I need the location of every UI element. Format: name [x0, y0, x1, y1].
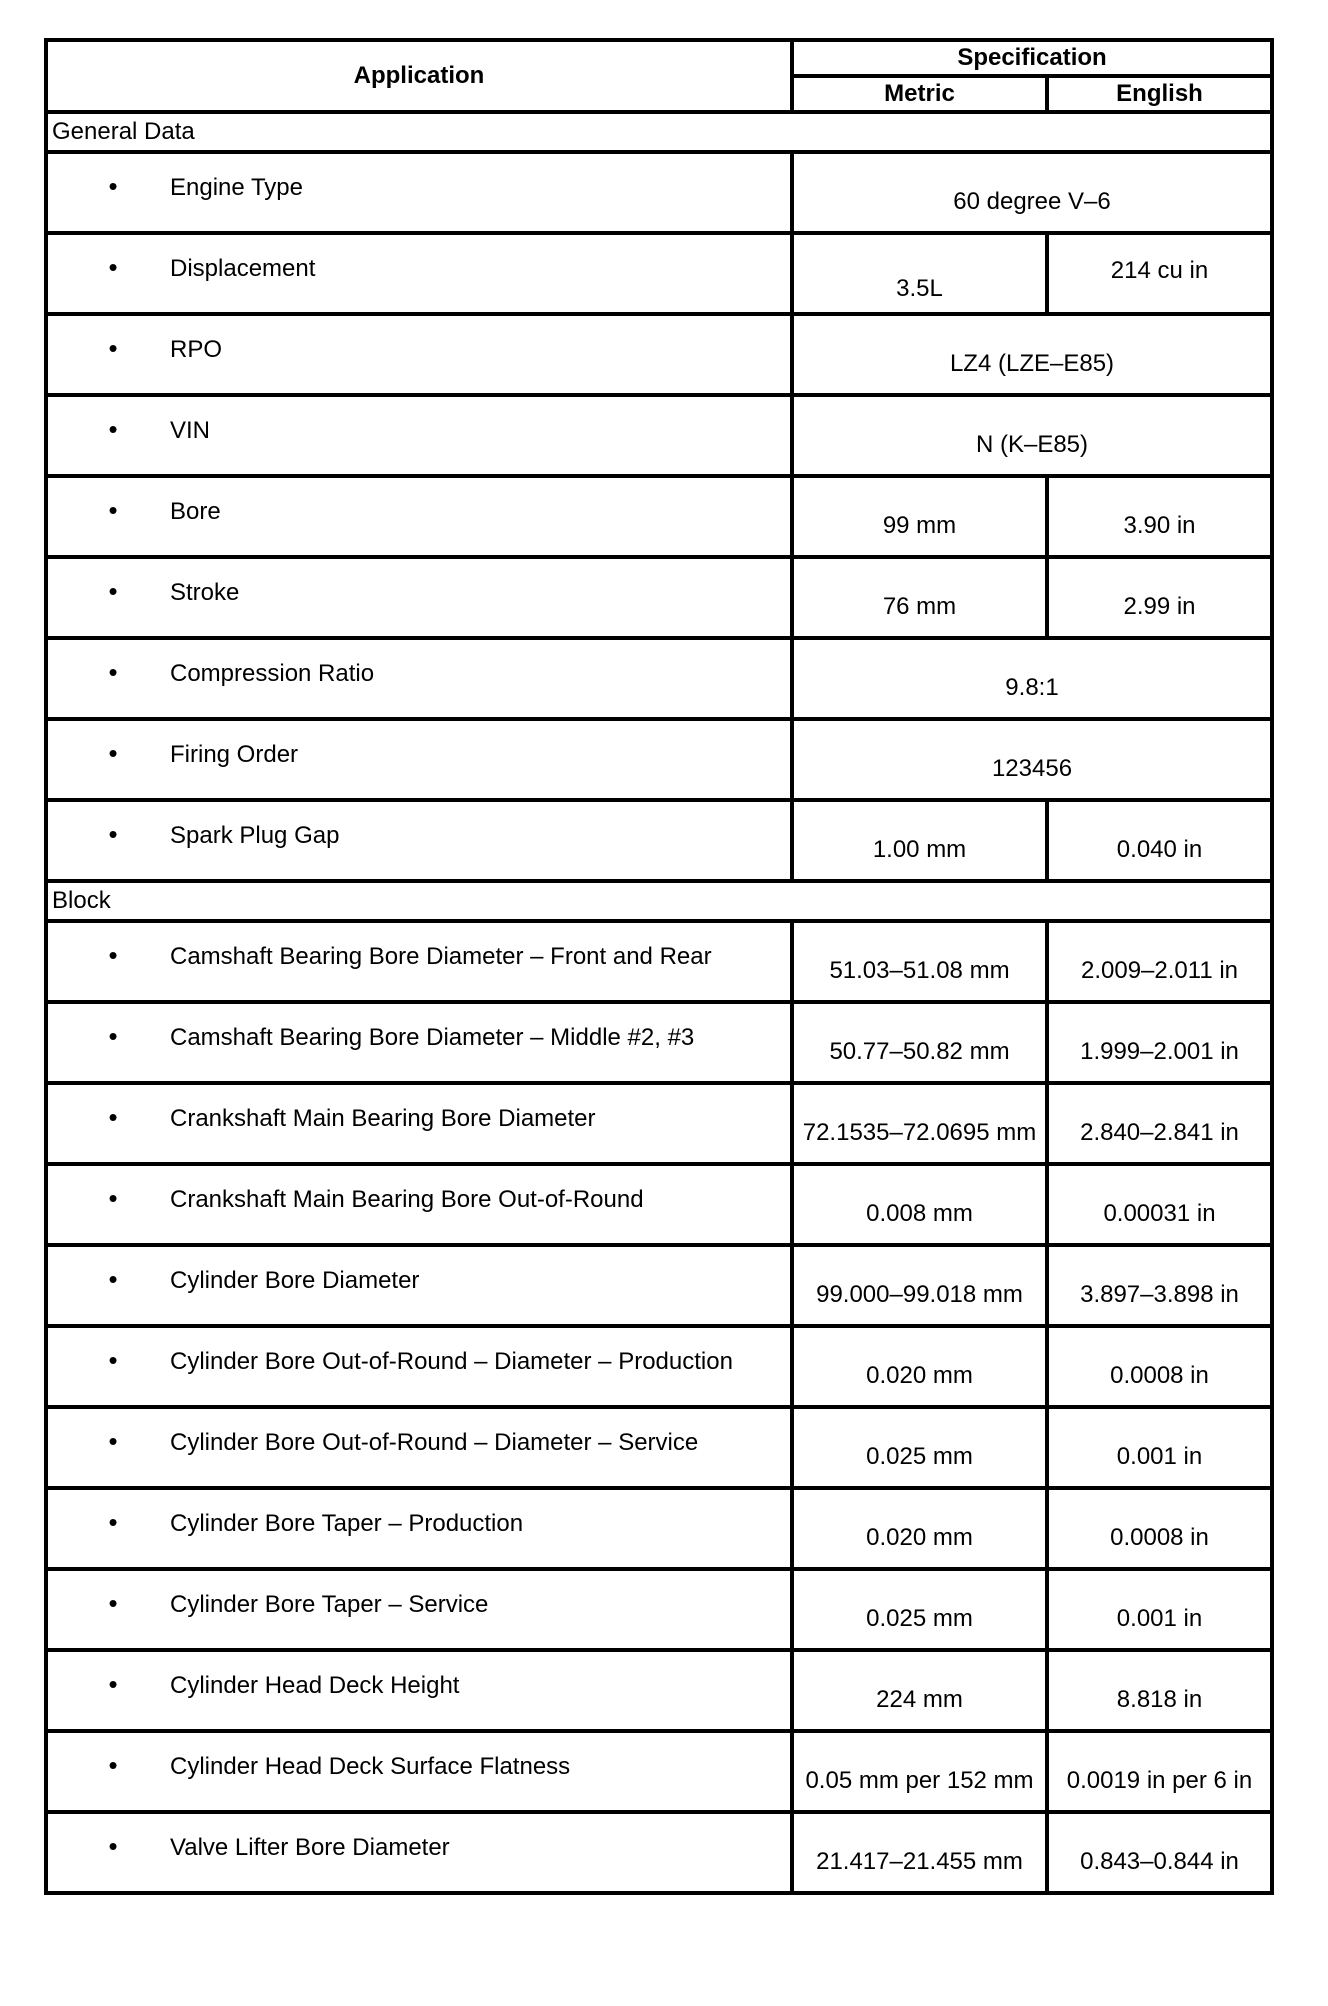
section-title: Block — [46, 881, 1272, 921]
table-row — [46, 314, 1272, 395]
table-row — [46, 1650, 1272, 1731]
table-row — [46, 395, 1272, 476]
table-row — [46, 638, 1272, 719]
application-label: Stroke — [170, 579, 240, 606]
metric-value: 76 mm — [792, 557, 1047, 638]
table-row — [46, 1569, 1272, 1650]
section-row — [46, 881, 1272, 921]
combined-value: LZ4 (LZE–E85) — [792, 314, 1272, 395]
metric-value: 0.05 mm per 152 mm — [792, 1731, 1047, 1812]
metric-value: 0.020 mm — [792, 1326, 1047, 1407]
bullet-icon — [48, 1591, 170, 1619]
application-cell — [46, 1812, 792, 1893]
application-cell — [46, 476, 792, 557]
bullet-icon — [48, 1267, 170, 1295]
table-row — [46, 1245, 1272, 1326]
section-row — [46, 112, 1272, 152]
bullet-icon — [48, 822, 170, 850]
application-label: Compression Ratio — [170, 660, 375, 687]
section-title: General Data — [46, 112, 1272, 152]
bullet-icon — [48, 174, 170, 202]
bullet-icon — [48, 1348, 170, 1376]
metric-value: 3.5L — [792, 233, 1047, 314]
table-row — [46, 1083, 1272, 1164]
application-cell — [46, 921, 792, 1002]
application-label: Cylinder Bore Out-of-Round – Diameter – Service — [170, 1429, 699, 1456]
table-row — [46, 1326, 1272, 1407]
table-row — [46, 152, 1272, 233]
application-cell — [46, 800, 792, 881]
application-cell — [46, 1488, 792, 1569]
application-label: Cylinder Head Deck Surface Flatness — [170, 1753, 571, 1780]
english-value: 2.009–2.011 in — [1047, 921, 1272, 1002]
application-label: Cylinder Bore Taper – Service — [170, 1591, 489, 1618]
application-cell — [46, 395, 792, 476]
english-value: 1.999–2.001 in — [1047, 1002, 1272, 1083]
table-row — [46, 233, 1272, 314]
table-row — [46, 1812, 1272, 1893]
bullet-icon — [48, 660, 170, 688]
bullet-icon — [48, 1672, 170, 1700]
application-label: Cylinder Bore Taper – Production — [170, 1510, 524, 1537]
application-cell — [46, 1731, 792, 1812]
metric-value: 99 mm — [792, 476, 1047, 557]
application-label: Cylinder Bore Out-of-Round – Diameter – Production — [170, 1348, 733, 1375]
application-label: Cylinder Head Deck Height — [170, 1672, 460, 1699]
combined-value: 60 degree V–6 — [792, 152, 1272, 233]
metric-value: 0.008 mm — [792, 1164, 1047, 1245]
application-label: Spark Plug Gap — [170, 822, 340, 849]
english-value: 2.99 in — [1047, 557, 1272, 638]
application-cell — [46, 1002, 792, 1083]
application-label: VIN — [170, 417, 211, 444]
english-value: 214 cu in — [1047, 233, 1272, 314]
metric-value: 0.025 mm — [792, 1407, 1047, 1488]
english-value: 0.001 in — [1047, 1569, 1272, 1650]
metric-value: 99.000–99.018 mm — [792, 1245, 1047, 1326]
application-label: Displacement — [170, 255, 316, 282]
english-value: 0.0019 in per 6 in — [1047, 1731, 1272, 1812]
specification-header: Specification — [792, 40, 1272, 76]
table-row — [46, 1488, 1272, 1569]
bullet-icon — [48, 1186, 170, 1214]
table-row — [46, 476, 1272, 557]
application-cell — [46, 1650, 792, 1731]
table-row — [46, 800, 1272, 881]
application-cell — [46, 1083, 792, 1164]
application-cell — [46, 719, 792, 800]
bullet-icon — [48, 1753, 170, 1781]
english-value: 0.843–0.844 in — [1047, 1812, 1272, 1893]
application-label: Valve Lifter Bore Diameter — [170, 1834, 450, 1861]
application-cell — [46, 1569, 792, 1650]
metric-value: 21.417–21.455 mm — [792, 1812, 1047, 1893]
application-cell — [46, 557, 792, 638]
spec-table — [44, 38, 1274, 1895]
metric-value: 50.77–50.82 mm — [792, 1002, 1047, 1083]
bullet-icon — [48, 1429, 170, 1457]
application-label: Crankshaft Main Bearing Bore Out-of-Round — [170, 1186, 644, 1213]
application-cell — [46, 1407, 792, 1488]
application-cell — [46, 1164, 792, 1245]
metric-value: 1.00 mm — [792, 800, 1047, 881]
application-label: RPO — [170, 336, 223, 363]
bullet-icon — [48, 336, 170, 364]
application-label: Bore — [170, 498, 221, 525]
table-row — [46, 1731, 1272, 1812]
table-row — [46, 1164, 1272, 1245]
english-value: 8.818 in — [1047, 1650, 1272, 1731]
application-cell — [46, 1326, 792, 1407]
combined-value: 9.8:1 — [792, 638, 1272, 719]
english-value: 2.840–2.841 in — [1047, 1083, 1272, 1164]
english-value: 0.0008 in — [1047, 1326, 1272, 1407]
spec-body — [46, 112, 1272, 1893]
table-row — [46, 1407, 1272, 1488]
bullet-icon — [48, 579, 170, 607]
bullet-icon — [48, 741, 170, 769]
application-label: Camshaft Bearing Bore Diameter – Middle #2, #3 — [170, 1024, 695, 1051]
application-label: Camshaft Bearing Bore Diameter – Front and Rear — [170, 943, 712, 970]
metric-value: 0.025 mm — [792, 1569, 1047, 1650]
application-cell — [46, 314, 792, 395]
bullet-icon — [48, 1510, 170, 1538]
bullet-icon — [48, 1105, 170, 1133]
bullet-icon — [48, 1024, 170, 1052]
english-value: 3.90 in — [1047, 476, 1272, 557]
application-cell — [46, 233, 792, 314]
english-value: 0.00031 in — [1047, 1164, 1272, 1245]
bullet-icon — [48, 417, 170, 445]
table-row — [46, 1002, 1272, 1083]
english-value: 0.001 in — [1047, 1407, 1272, 1488]
bullet-icon — [48, 1834, 170, 1862]
table-row — [46, 557, 1272, 638]
metric-value: 51.03–51.08 mm — [792, 921, 1047, 1002]
metric-value: 72.1535–72.0695 mm — [792, 1083, 1047, 1164]
application-cell — [46, 152, 792, 233]
application-cell — [46, 1245, 792, 1326]
english-value: 0.0008 in — [1047, 1488, 1272, 1569]
metric-value: 224 mm — [792, 1650, 1047, 1731]
application-header: Application — [46, 40, 792, 112]
metric-header: Metric — [792, 76, 1047, 112]
application-cell — [46, 638, 792, 719]
application-label: Crankshaft Main Bearing Bore Diameter — [170, 1105, 596, 1132]
english-header: English — [1047, 76, 1272, 112]
bullet-icon — [48, 498, 170, 526]
table-row — [46, 719, 1272, 800]
english-value: 3.897–3.898 in — [1047, 1245, 1272, 1326]
bullet-icon — [48, 255, 170, 283]
table-row — [46, 921, 1272, 1002]
metric-value: 0.020 mm — [792, 1488, 1047, 1569]
application-label: Engine Type — [170, 174, 303, 201]
combined-value: N (K–E85) — [792, 395, 1272, 476]
bullet-icon — [48, 943, 170, 971]
application-label: Firing Order — [170, 741, 299, 768]
english-value: 0.040 in — [1047, 800, 1272, 881]
application-label: Cylinder Bore Diameter — [170, 1267, 420, 1294]
combined-value: 123456 — [792, 719, 1272, 800]
